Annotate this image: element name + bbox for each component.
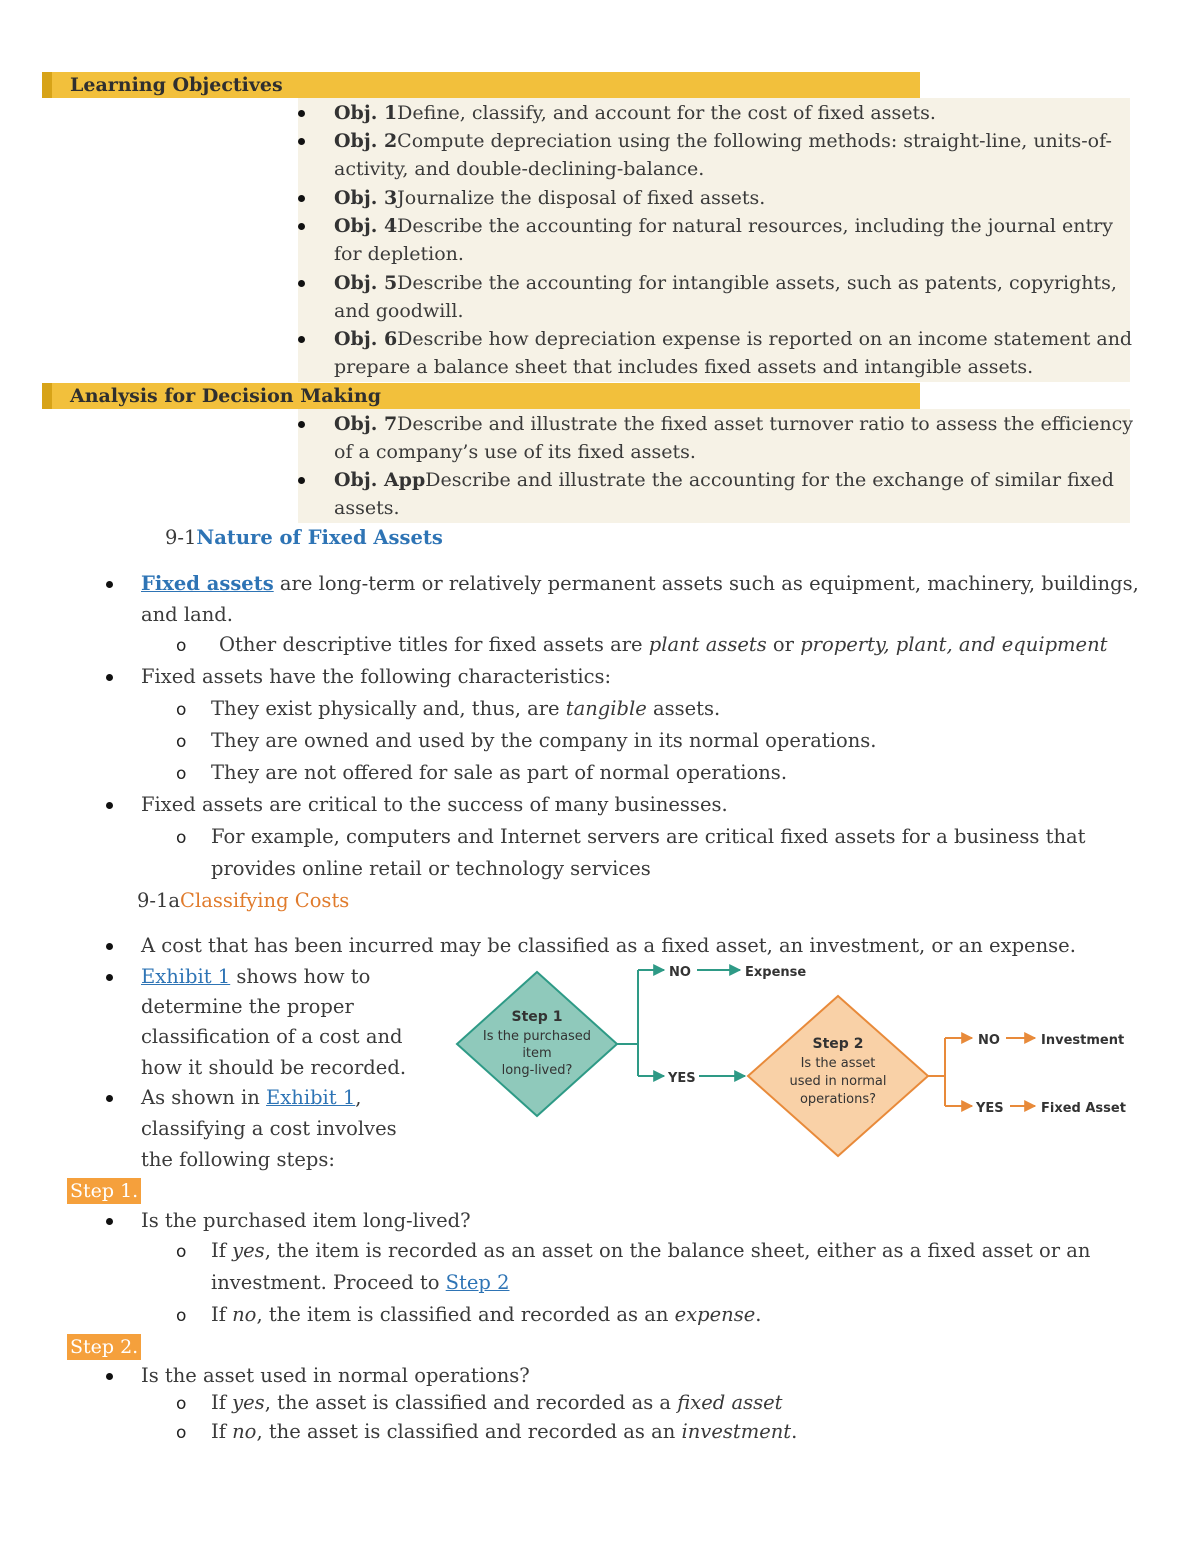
text: investment. Proceed to	[211, 1271, 446, 1294]
paragraph: For example, computers and Internet servers are critical fixed assets for a business that	[211, 825, 1086, 848]
paragraph	[141, 1083, 361, 1113]
text: If	[211, 1420, 233, 1443]
paragraph: A cost that has been incurred may be classified as a fixed asset, an investment, or an expense.	[141, 934, 1076, 957]
bullet-icon	[106, 974, 113, 981]
text: no	[232, 1303, 257, 1326]
paragraph	[211, 1236, 1090, 1266]
learning-objectives-header	[42, 72, 920, 98]
step1-line: Is the purchased	[482, 1029, 592, 1044]
text: property, plant, and equipment	[800, 633, 1108, 656]
paragraph-continued: the following steps:	[141, 1148, 335, 1171]
section-number: 9-1	[165, 526, 197, 549]
text: shows how to	[230, 965, 371, 988]
bullet-icon	[106, 802, 113, 809]
exhibit-1-link[interactable]: Exhibit 1	[266, 1086, 356, 1109]
objective-number: Obj. 3	[334, 187, 398, 209]
paragraph-continued: how it should be recorded.	[141, 1056, 407, 1079]
objective-number: Obj. App	[334, 469, 426, 491]
text: .	[791, 1420, 798, 1443]
text: plant assets	[648, 633, 767, 656]
bullet-icon	[298, 138, 305, 145]
no-label: NO	[669, 965, 691, 980]
text: , the item is recorded as an asset on the balance sheet, either as a fixed asset or an	[264, 1239, 1091, 1262]
objective-number: Obj. 1	[334, 102, 398, 124]
objective-text: Journalize the disposal of fixed assets.	[397, 187, 766, 209]
circle-bullet-icon: o	[176, 764, 187, 784]
circle-bullet-icon: o	[176, 1423, 187, 1443]
objective-number: Obj. 4	[334, 215, 398, 237]
bullet-icon	[106, 674, 113, 681]
fixed-asset-label: Fixed Asset	[1041, 1101, 1126, 1116]
bullet-icon	[298, 223, 305, 230]
objective-text: Compute depreciation using the following methods: straight-line, units-of-activity, and double-declining-balance.	[334, 130, 1112, 180]
objective-text: Describe the accounting for intangible assets, such as patents, copyrights, and goodwill.	[334, 272, 1117, 322]
bullet-icon	[106, 1095, 113, 1102]
text: As shown in	[141, 1086, 267, 1109]
bullet-icon	[106, 943, 113, 950]
text: investment	[681, 1420, 792, 1443]
text: expense	[674, 1303, 756, 1326]
yes-label: YES	[976, 1101, 1004, 1116]
yes-label: YES	[668, 1071, 696, 1086]
text: tangible	[565, 697, 647, 720]
step2-line: operations?	[799, 1092, 877, 1107]
step1-diamond	[457, 972, 617, 1116]
section-heading-9-1a	[137, 886, 349, 916]
text: If	[211, 1303, 233, 1326]
bullet-icon	[298, 195, 305, 202]
circle-bullet-icon: o	[176, 828, 187, 848]
step2-line: Is the asset	[800, 1056, 876, 1071]
paragraph-continued: classifying a cost involves	[141, 1117, 397, 1140]
objective-number: Obj. 6	[334, 328, 398, 350]
text: yes	[232, 1391, 265, 1414]
section-heading-9-1	[165, 523, 443, 553]
objective-number: Obj. 5	[334, 272, 398, 294]
text: Other descriptive titles for fixed assets are	[219, 633, 649, 656]
paragraph	[211, 1417, 797, 1447]
bullet-icon	[298, 477, 305, 484]
no-label: NO	[978, 1033, 1000, 1048]
text: .	[755, 1303, 762, 1326]
paragraph: Is the asset used in normal operations?	[141, 1364, 530, 1387]
bullet-icon	[298, 421, 305, 428]
bullet-icon	[106, 581, 113, 588]
step2-title: Step 2	[812, 1036, 864, 1052]
objective-text: Describe how depreciation expense is reported on an income statement and prepare a balance sheet that includes fixed assets and intangible assets.	[334, 328, 1133, 378]
step-2-label: Step 2.	[67, 1334, 141, 1360]
paragraph	[141, 569, 1139, 599]
bullet-icon	[298, 280, 305, 287]
fixed-assets-link[interactable]: Fixed assets	[141, 572, 274, 595]
section-number: 9-1a	[137, 889, 181, 912]
objective-text: Describe the accounting for natural resources, including the journal entry for depletion.	[334, 215, 1113, 265]
paragraph	[211, 1300, 761, 1330]
circle-bullet-icon: o	[176, 1394, 187, 1414]
circle-bullet-icon: o	[176, 1306, 187, 1326]
text: , the asset is classified and recorded as an	[256, 1420, 682, 1443]
paragraph-continued	[211, 1268, 510, 1298]
analysis-header	[42, 383, 920, 409]
objective-text: Describe and illustrate the fixed asset turnover ratio to assess the efficiency of a company’s use of its fixed assets.	[334, 413, 1133, 463]
bullet-icon	[298, 110, 305, 117]
section-title: Analysis for Decision Making	[70, 385, 382, 407]
paragraph: Is the purchased item long-lived?	[141, 1209, 471, 1232]
paragraph: They are owned and used by the company in its normal operations.	[211, 729, 877, 752]
paragraph: Fixed assets have the following characteristics:	[141, 665, 612, 688]
paragraph-continued: provides online retail or technology services	[211, 857, 651, 880]
objectives-list	[298, 98, 1133, 382]
bullet-icon	[106, 1218, 113, 1225]
analysis-objectives-list	[298, 409, 1133, 523]
paragraph	[219, 630, 1107, 660]
paragraph-continued: determine the proper	[141, 995, 354, 1018]
paragraph-continued: and land.	[141, 603, 233, 626]
text: If	[211, 1239, 233, 1262]
text: fixed asset	[677, 1391, 783, 1414]
step1-title: Step 1	[511, 1009, 563, 1025]
text: They exist physically and, thus, are	[211, 697, 566, 720]
circle-bullet-icon: o	[176, 732, 187, 752]
paragraph: Fixed assets are critical to the success of many businesses.	[141, 793, 728, 816]
text: no	[232, 1420, 257, 1443]
step1-line: item	[522, 1046, 552, 1061]
text: or	[766, 633, 801, 656]
paragraph-continued: classification of a cost and	[141, 1025, 403, 1048]
step-2-link[interactable]: Step 2	[445, 1271, 510, 1294]
section-title: Learning Objectives	[70, 74, 283, 96]
circle-bullet-icon: o	[176, 1242, 187, 1262]
text: , the asset is classified and recorded as a	[264, 1391, 678, 1414]
objective-text: Define, classify, and account for the cost of fixed assets.	[397, 102, 936, 124]
text: ,	[355, 1086, 362, 1109]
circle-bullet-icon: o	[176, 636, 187, 656]
paragraph	[141, 962, 370, 992]
expense-label: Expense	[745, 965, 807, 980]
objective-number: Obj. 7	[334, 413, 398, 435]
text: yes	[232, 1239, 265, 1262]
bullet-icon	[298, 336, 305, 343]
investment-label: Investment	[1041, 1033, 1125, 1048]
paragraph	[211, 694, 720, 724]
classification-flowchart	[450, 960, 1140, 1165]
exhibit-1-link[interactable]: Exhibit 1	[141, 965, 231, 988]
bullet-icon	[106, 1373, 113, 1380]
step2-line: used in normal	[789, 1074, 887, 1089]
step1-line: long-lived?	[501, 1063, 573, 1078]
text: assets.	[646, 697, 721, 720]
text: are long-term or relatively permanent assets such as equipment, machinery, buildings,	[273, 572, 1139, 595]
step-1-label: Step 1.	[67, 1178, 141, 1204]
section-title: Classifying Costs	[180, 889, 350, 912]
circle-bullet-icon: o	[176, 700, 187, 720]
paragraph	[211, 1388, 782, 1418]
text: , the item is classified and recorded as an	[256, 1303, 675, 1326]
objective-number: Obj. 2	[334, 130, 398, 152]
paragraph: They are not offered for sale as part of normal operations.	[211, 761, 788, 784]
section-title: Nature of Fixed Assets	[196, 526, 443, 549]
objective-text: Describe and illustrate the accounting for the exchange of similar fixed assets.	[334, 469, 1114, 519]
text: If	[211, 1391, 233, 1414]
